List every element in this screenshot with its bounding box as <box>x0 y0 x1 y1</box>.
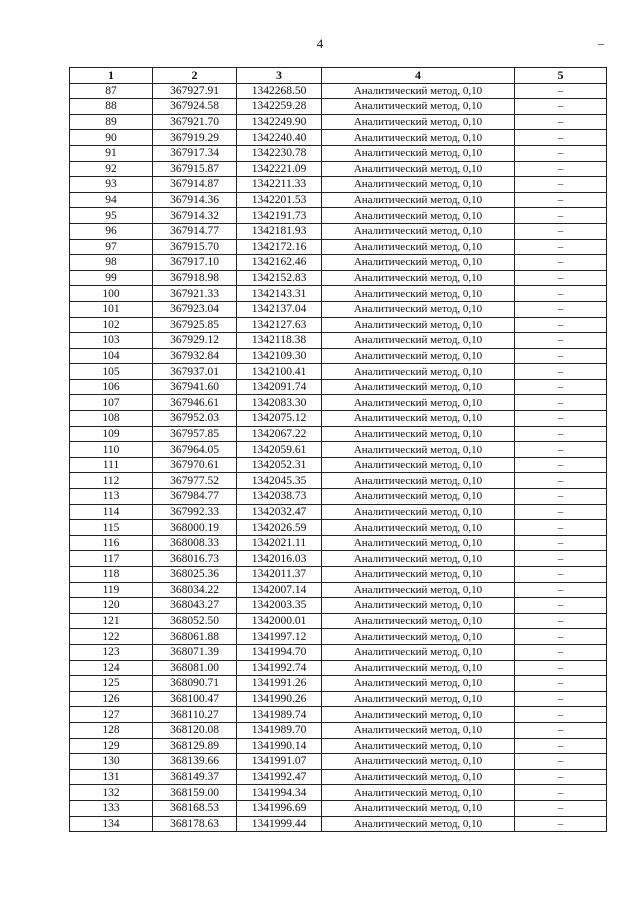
y-coordinate-cell: 1342075.12 <box>237 411 322 427</box>
x-coordinate-cell: 367914.87 <box>153 177 237 193</box>
note-cell: – <box>515 286 607 302</box>
table-row <box>70 364 607 380</box>
y-coordinate-cell: 1342083.30 <box>237 395 322 411</box>
method-accuracy-cell: Аналитический метод, 0,10 <box>322 192 515 208</box>
x-coordinate-cell: 367952.03 <box>153 411 237 427</box>
method-accuracy-cell: Аналитический метод, 0,10 <box>322 551 515 567</box>
table-row <box>70 598 607 614</box>
point-number-cell: 132 <box>70 785 153 801</box>
table-row <box>70 629 607 645</box>
point-number-cell: 133 <box>70 800 153 816</box>
table-row <box>70 473 607 489</box>
note-cell: – <box>515 473 607 489</box>
method-accuracy-cell: Аналитический метод, 0,10 <box>322 239 515 255</box>
y-coordinate-cell: 1342026.59 <box>237 520 322 536</box>
x-coordinate-cell: 367929.12 <box>153 333 237 349</box>
method-accuracy-cell: Аналитический метод, 0,10 <box>322 317 515 333</box>
point-number-cell: 87 <box>70 83 153 99</box>
y-coordinate-cell: 1342127.63 <box>237 317 322 333</box>
y-coordinate-cell: 1342162.46 <box>237 255 322 271</box>
point-number-cell: 101 <box>70 301 153 317</box>
table-row <box>70 395 607 411</box>
method-accuracy-cell: Аналитический метод, 0,10 <box>322 800 515 816</box>
table-row <box>70 644 607 660</box>
method-accuracy-cell: Аналитический метод, 0,10 <box>322 457 515 473</box>
point-number-cell: 128 <box>70 722 153 738</box>
y-coordinate-cell: 1342038.73 <box>237 489 322 505</box>
point-number-cell: 89 <box>70 114 153 130</box>
y-coordinate-cell: 1342016.03 <box>237 551 322 567</box>
y-coordinate-cell: 1342152.83 <box>237 270 322 286</box>
method-accuracy-cell: Аналитический метод, 0,10 <box>322 270 515 286</box>
note-cell: – <box>515 130 607 146</box>
table-row <box>70 785 607 801</box>
table-row <box>70 426 607 442</box>
method-accuracy-cell: Аналитический метод, 0,10 <box>322 301 515 317</box>
point-number-cell: 127 <box>70 707 153 723</box>
note-cell: – <box>515 816 607 832</box>
y-coordinate-cell: 1342000.01 <box>237 613 322 629</box>
point-number-cell: 94 <box>70 192 153 208</box>
x-coordinate-cell: 367957.85 <box>153 426 237 442</box>
y-coordinate-cell: 1342003.35 <box>237 598 322 614</box>
note-cell: – <box>515 489 607 505</box>
point-number-cell: 122 <box>70 629 153 645</box>
table-row <box>70 177 607 193</box>
point-number-cell: 120 <box>70 598 153 614</box>
y-coordinate-cell: 1342221.09 <box>237 161 322 177</box>
x-coordinate-cell: 368016.73 <box>153 551 237 567</box>
point-number-cell: 111 <box>70 457 153 473</box>
method-accuracy-cell: Аналитический метод, 0,10 <box>322 785 515 801</box>
note-cell: – <box>515 239 607 255</box>
y-coordinate-cell: 1342191.73 <box>237 208 322 224</box>
method-accuracy-cell: Аналитический метод, 0,10 <box>322 613 515 629</box>
point-number-cell: 113 <box>70 489 153 505</box>
table-row <box>70 161 607 177</box>
x-coordinate-cell: 367914.32 <box>153 208 237 224</box>
note-cell: – <box>515 660 607 676</box>
point-number-cell: 119 <box>70 582 153 598</box>
x-coordinate-cell: 367917.10 <box>153 255 237 271</box>
table-row <box>70 348 607 364</box>
point-number-cell: 115 <box>70 520 153 536</box>
y-coordinate-cell: 1342007.14 <box>237 582 322 598</box>
table-row <box>70 411 607 427</box>
header-col-1: 1 <box>70 68 153 84</box>
table-row <box>70 582 607 598</box>
y-coordinate-cell: 1341990.14 <box>237 738 322 754</box>
point-number-cell: 92 <box>70 161 153 177</box>
point-number-cell: 123 <box>70 644 153 660</box>
point-number-cell: 91 <box>70 145 153 161</box>
y-coordinate-cell: 1341989.70 <box>237 722 322 738</box>
y-coordinate-cell: 1342109.30 <box>237 348 322 364</box>
x-coordinate-cell: 367915.70 <box>153 239 237 255</box>
point-number-cell: 96 <box>70 223 153 239</box>
method-accuracy-cell: Аналитический метод, 0,10 <box>322 489 515 505</box>
point-number-cell: 97 <box>70 239 153 255</box>
note-cell: – <box>515 644 607 660</box>
x-coordinate-cell: 367918.98 <box>153 270 237 286</box>
table-row <box>70 613 607 629</box>
note-cell: – <box>515 411 607 427</box>
x-coordinate-cell: 367915.87 <box>153 161 237 177</box>
y-coordinate-cell: 1342011.37 <box>237 567 322 583</box>
y-coordinate-cell: 1342172.16 <box>237 239 322 255</box>
method-accuracy-cell: Аналитический метод, 0,10 <box>322 629 515 645</box>
x-coordinate-cell: 368025.36 <box>153 567 237 583</box>
note-cell: – <box>515 691 607 707</box>
method-accuracy-cell: Аналитический метод, 0,10 <box>322 83 515 99</box>
table-row <box>70 114 607 130</box>
note-cell: – <box>515 567 607 583</box>
y-coordinate-cell: 1341997.12 <box>237 629 322 645</box>
table-row <box>70 239 607 255</box>
y-coordinate-cell: 1342249.90 <box>237 114 322 130</box>
note-cell: – <box>515 504 607 520</box>
x-coordinate-cell: 367992.33 <box>153 504 237 520</box>
method-accuracy-cell: Аналитический метод, 0,10 <box>322 816 515 832</box>
x-coordinate-cell: 367925.85 <box>153 317 237 333</box>
note-cell: – <box>515 145 607 161</box>
y-coordinate-cell: 1342118.38 <box>237 333 322 349</box>
note-cell: – <box>515 520 607 536</box>
x-coordinate-cell: 368043.27 <box>153 598 237 614</box>
y-coordinate-cell: 1341991.07 <box>237 754 322 770</box>
table-row <box>70 660 607 676</box>
note-cell: – <box>515 301 607 317</box>
point-number-cell: 106 <box>70 379 153 395</box>
y-coordinate-cell: 1341999.44 <box>237 816 322 832</box>
y-coordinate-cell: 1342181.93 <box>237 223 322 239</box>
table-row <box>70 130 607 146</box>
method-accuracy-cell: Аналитический метод, 0,10 <box>322 411 515 427</box>
point-number-cell: 90 <box>70 130 153 146</box>
table-row <box>70 800 607 816</box>
x-coordinate-cell: 367984.77 <box>153 489 237 505</box>
table-body <box>70 83 607 832</box>
table-row <box>70 520 607 536</box>
x-coordinate-cell: 367977.52 <box>153 473 237 489</box>
page-number: 4 <box>316 36 324 51</box>
note-cell: – <box>515 270 607 286</box>
method-accuracy-cell: Аналитический метод, 0,10 <box>322 333 515 349</box>
table-row <box>70 333 607 349</box>
point-number-cell: 108 <box>70 411 153 427</box>
x-coordinate-cell: 368120.08 <box>153 722 237 738</box>
header-col-4: 4 <box>322 68 515 84</box>
x-coordinate-cell: 367923.04 <box>153 301 237 317</box>
table-row <box>70 99 607 115</box>
note-cell: – <box>515 676 607 692</box>
note-cell: – <box>515 754 607 770</box>
x-coordinate-cell: 368139.66 <box>153 754 237 770</box>
note-cell: – <box>515 83 607 99</box>
method-accuracy-cell: Аналитический метод, 0,10 <box>322 520 515 536</box>
y-coordinate-cell: 1342059.61 <box>237 442 322 458</box>
note-cell: – <box>515 738 607 754</box>
x-coordinate-cell: 368129.89 <box>153 738 237 754</box>
table-row <box>70 286 607 302</box>
point-number-cell: 107 <box>70 395 153 411</box>
y-coordinate-cell: 1342032.47 <box>237 504 322 520</box>
x-coordinate-cell: 368052.50 <box>153 613 237 629</box>
y-coordinate-cell: 1341989.74 <box>237 707 322 723</box>
x-coordinate-cell: 367964.05 <box>153 442 237 458</box>
note-cell: – <box>515 348 607 364</box>
point-number-cell: 121 <box>70 613 153 629</box>
header-row <box>70 68 607 84</box>
note-cell: – <box>515 317 607 333</box>
corner-mark <box>598 44 604 45</box>
point-number-cell: 116 <box>70 535 153 551</box>
y-coordinate-cell: 1342021.11 <box>237 535 322 551</box>
x-coordinate-cell: 368149.37 <box>153 769 237 785</box>
note-cell: – <box>515 395 607 411</box>
table-row <box>70 535 607 551</box>
table-row <box>70 83 607 99</box>
table-row <box>70 551 607 567</box>
x-coordinate-cell: 367921.33 <box>153 286 237 302</box>
table-row <box>70 816 607 832</box>
coordinates-table <box>69 67 607 832</box>
method-accuracy-cell: Аналитический метод, 0,10 <box>322 161 515 177</box>
point-number-cell: 100 <box>70 286 153 302</box>
note-cell: – <box>515 613 607 629</box>
y-coordinate-cell: 1341994.34 <box>237 785 322 801</box>
point-number-cell: 104 <box>70 348 153 364</box>
note-cell: – <box>515 800 607 816</box>
x-coordinate-cell: 367914.77 <box>153 223 237 239</box>
method-accuracy-cell: Аналитический метод, 0,10 <box>322 567 515 583</box>
table-row <box>70 317 607 333</box>
note-cell: – <box>515 629 607 645</box>
y-coordinate-cell: 1342100.41 <box>237 364 322 380</box>
point-number-cell: 110 <box>70 442 153 458</box>
x-coordinate-cell: 368081.00 <box>153 660 237 676</box>
y-coordinate-cell: 1341991.26 <box>237 676 322 692</box>
x-coordinate-cell: 367932.84 <box>153 348 237 364</box>
header-col-2: 2 <box>153 68 237 84</box>
header-col-3: 3 <box>237 68 322 84</box>
table-row <box>70 301 607 317</box>
x-coordinate-cell: 367924.58 <box>153 99 237 115</box>
note-cell: – <box>515 364 607 380</box>
y-coordinate-cell: 1341990.26 <box>237 691 322 707</box>
method-accuracy-cell: Аналитический метод, 0,10 <box>322 644 515 660</box>
y-coordinate-cell: 1342230.78 <box>237 145 322 161</box>
method-accuracy-cell: Аналитический метод, 0,10 <box>322 348 515 364</box>
method-accuracy-cell: Аналитический метод, 0,10 <box>322 738 515 754</box>
table-row <box>70 192 607 208</box>
table-row <box>70 208 607 224</box>
y-coordinate-cell: 1342268.50 <box>237 83 322 99</box>
point-number-cell: 93 <box>70 177 153 193</box>
note-cell: – <box>515 535 607 551</box>
method-accuracy-cell: Аналитический метод, 0,10 <box>322 442 515 458</box>
point-number-cell: 125 <box>70 676 153 692</box>
method-accuracy-cell: Аналитический метод, 0,10 <box>322 598 515 614</box>
point-number-cell: 117 <box>70 551 153 567</box>
table-row <box>70 707 607 723</box>
point-number-cell: 88 <box>70 99 153 115</box>
method-accuracy-cell: Аналитический метод, 0,10 <box>322 691 515 707</box>
method-accuracy-cell: Аналитический метод, 0,10 <box>322 754 515 770</box>
x-coordinate-cell: 367917.34 <box>153 145 237 161</box>
method-accuracy-cell: Аналитический метод, 0,10 <box>322 114 515 130</box>
method-accuracy-cell: Аналитический метод, 0,10 <box>322 676 515 692</box>
method-accuracy-cell: Аналитический метод, 0,10 <box>322 660 515 676</box>
table-row <box>70 738 607 754</box>
note-cell: – <box>515 707 607 723</box>
method-accuracy-cell: Аналитический метод, 0,10 <box>322 769 515 785</box>
point-number-cell: 99 <box>70 270 153 286</box>
table-row <box>70 722 607 738</box>
note-cell: – <box>515 114 607 130</box>
x-coordinate-cell: 367914.36 <box>153 192 237 208</box>
y-coordinate-cell: 1342240.40 <box>237 130 322 146</box>
note-cell: – <box>515 223 607 239</box>
table-row <box>70 145 607 161</box>
method-accuracy-cell: Аналитический метод, 0,10 <box>322 473 515 489</box>
y-coordinate-cell: 1342143.31 <box>237 286 322 302</box>
x-coordinate-cell: 368034.22 <box>153 582 237 598</box>
x-coordinate-cell: 368178.63 <box>153 816 237 832</box>
y-coordinate-cell: 1342045.35 <box>237 473 322 489</box>
y-coordinate-cell: 1342259.28 <box>237 99 322 115</box>
method-accuracy-cell: Аналитический метод, 0,10 <box>322 223 515 239</box>
method-accuracy-cell: Аналитический метод, 0,10 <box>322 504 515 520</box>
method-accuracy-cell: Аналитический метод, 0,10 <box>322 379 515 395</box>
x-coordinate-cell: 367921.70 <box>153 114 237 130</box>
method-accuracy-cell: Аналитический метод, 0,10 <box>322 99 515 115</box>
method-accuracy-cell: Аналитический метод, 0,10 <box>322 707 515 723</box>
table-row <box>70 676 607 692</box>
table-row <box>70 457 607 473</box>
header-col-5: 5 <box>515 68 607 84</box>
point-number-cell: 114 <box>70 504 153 520</box>
x-coordinate-cell: 367937.01 <box>153 364 237 380</box>
note-cell: – <box>515 551 607 567</box>
point-number-cell: 109 <box>70 426 153 442</box>
table-row <box>70 504 607 520</box>
point-number-cell: 112 <box>70 473 153 489</box>
y-coordinate-cell: 1342091.74 <box>237 379 322 395</box>
point-number-cell: 124 <box>70 660 153 676</box>
note-cell: – <box>515 582 607 598</box>
note-cell: – <box>515 333 607 349</box>
method-accuracy-cell: Аналитический метод, 0,10 <box>322 286 515 302</box>
x-coordinate-cell: 368000.19 <box>153 520 237 536</box>
point-number-cell: 131 <box>70 769 153 785</box>
x-coordinate-cell: 368110.27 <box>153 707 237 723</box>
table-row <box>70 442 607 458</box>
point-number-cell: 118 <box>70 567 153 583</box>
point-number-cell: 95 <box>70 208 153 224</box>
table-row <box>70 270 607 286</box>
x-coordinate-cell: 368090.71 <box>153 676 237 692</box>
point-number-cell: 102 <box>70 317 153 333</box>
note-cell: – <box>515 785 607 801</box>
method-accuracy-cell: Аналитический метод, 0,10 <box>322 364 515 380</box>
method-accuracy-cell: Аналитический метод, 0,10 <box>322 535 515 551</box>
y-coordinate-cell: 1341992.47 <box>237 769 322 785</box>
point-number-cell: 130 <box>70 754 153 770</box>
x-coordinate-cell: 368168.53 <box>153 800 237 816</box>
point-number-cell: 129 <box>70 738 153 754</box>
method-accuracy-cell: Аналитический метод, 0,10 <box>322 722 515 738</box>
note-cell: – <box>515 192 607 208</box>
x-coordinate-cell: 368061.88 <box>153 629 237 645</box>
x-coordinate-cell: 368100.47 <box>153 691 237 707</box>
x-coordinate-cell: 367970.61 <box>153 457 237 473</box>
y-coordinate-cell: 1341992.74 <box>237 660 322 676</box>
y-coordinate-cell: 1342137.04 <box>237 301 322 317</box>
note-cell: – <box>515 177 607 193</box>
x-coordinate-cell: 368159.00 <box>153 785 237 801</box>
method-accuracy-cell: Аналитический метод, 0,10 <box>322 255 515 271</box>
note-cell: – <box>515 769 607 785</box>
x-coordinate-cell: 367946.61 <box>153 395 237 411</box>
point-number-cell: 126 <box>70 691 153 707</box>
table-row <box>70 567 607 583</box>
x-coordinate-cell: 367941.60 <box>153 379 237 395</box>
method-accuracy-cell: Аналитический метод, 0,10 <box>322 130 515 146</box>
note-cell: – <box>515 255 607 271</box>
point-number-cell: 103 <box>70 333 153 349</box>
table-row <box>70 489 607 505</box>
point-number-cell: 105 <box>70 364 153 380</box>
y-coordinate-cell: 1341994.70 <box>237 644 322 660</box>
table-row <box>70 379 607 395</box>
note-cell: – <box>515 208 607 224</box>
point-number-cell: 134 <box>70 816 153 832</box>
table-row <box>70 255 607 271</box>
table-row <box>70 691 607 707</box>
y-coordinate-cell: 1342211.33 <box>237 177 322 193</box>
y-coordinate-cell: 1342201.53 <box>237 192 322 208</box>
method-accuracy-cell: Аналитический метод, 0,10 <box>322 426 515 442</box>
method-accuracy-cell: Аналитический метод, 0,10 <box>322 395 515 411</box>
note-cell: – <box>515 442 607 458</box>
x-coordinate-cell: 367919.29 <box>153 130 237 146</box>
method-accuracy-cell: Аналитический метод, 0,10 <box>322 145 515 161</box>
note-cell: – <box>515 99 607 115</box>
x-coordinate-cell: 368071.39 <box>153 644 237 660</box>
method-accuracy-cell: Аналитический метод, 0,10 <box>322 208 515 224</box>
y-coordinate-cell: 1341996.69 <box>237 800 322 816</box>
note-cell: – <box>515 161 607 177</box>
note-cell: – <box>515 426 607 442</box>
table-row <box>70 223 607 239</box>
x-coordinate-cell: 367927.91 <box>153 83 237 99</box>
method-accuracy-cell: Аналитический метод, 0,10 <box>322 177 515 193</box>
x-coordinate-cell: 368008.33 <box>153 535 237 551</box>
point-number-cell: 98 <box>70 255 153 271</box>
y-coordinate-cell: 1342052.31 <box>237 457 322 473</box>
note-cell: – <box>515 457 607 473</box>
y-coordinate-cell: 1342067.22 <box>237 426 322 442</box>
note-cell: – <box>515 379 607 395</box>
note-cell: – <box>515 722 607 738</box>
table-row <box>70 754 607 770</box>
table-row <box>70 769 607 785</box>
note-cell: – <box>515 598 607 614</box>
method-accuracy-cell: Аналитический метод, 0,10 <box>322 582 515 598</box>
